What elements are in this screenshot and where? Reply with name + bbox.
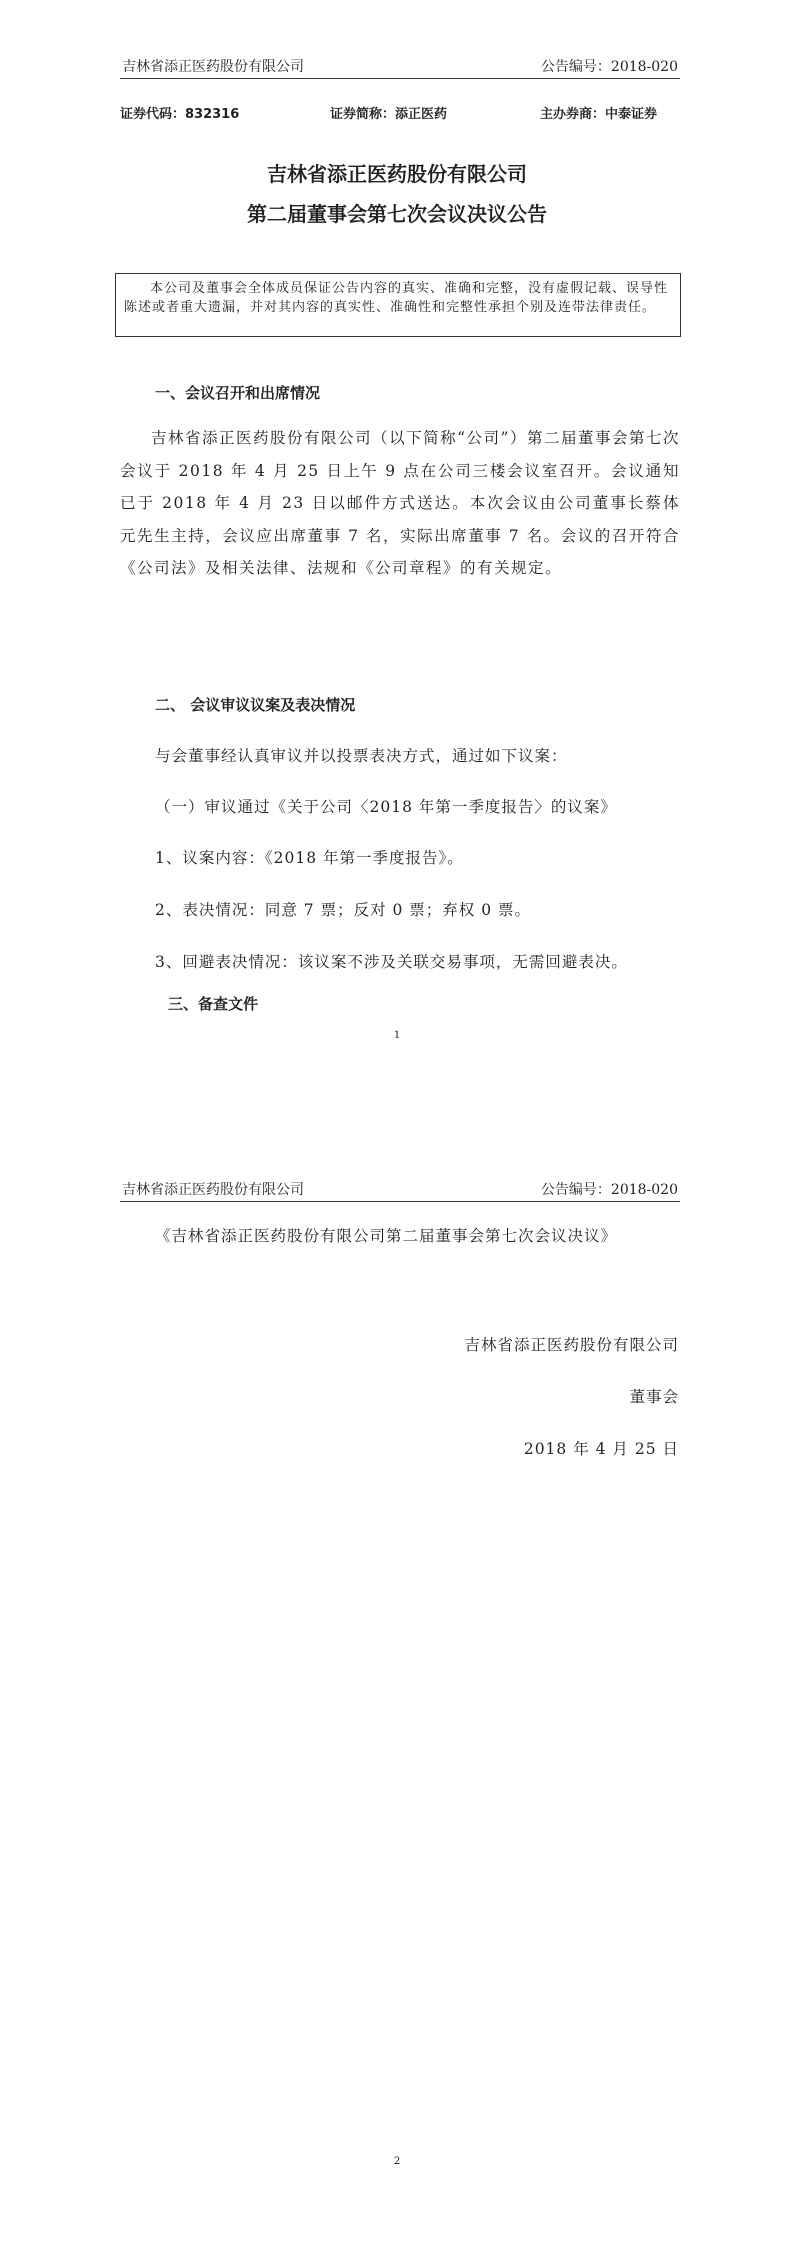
signature-date: 2018 年 4 月 25 日: [523, 1440, 679, 1458]
document-title-line2: 第二届董事会第七次会议决议公告: [247, 202, 547, 226]
signature-board: 董事会: [629, 1388, 679, 1406]
section-1-heading: 一、会议召开和出席情况: [155, 384, 321, 402]
page-number: 1: [393, 1030, 401, 1041]
page-number: 2: [393, 2156, 401, 2167]
meeting-details-paragraph: 吉林省添正医药股份有限公司（以下简称“公司”）第二届董事会第七次会议于 2018 年 4 月 25 日上午 9 点在公司三楼会议室召开。会议通知已于 2018 年 4 月 23 日以邮件方式送达。本次会议由公司董事长蔡体元先生主持，会议应出席董事 7 名，实际出席董事 7 名。会议的召开符合《公司法》及相关法律、法规和《公司章程》的有关规定。: [120, 429, 680, 578]
motion-content: 1、议案内容：《2018 年第一季度报告》。: [155, 849, 464, 867]
page-2: [0, 1123, 794, 2246]
security-info-row: [120, 103, 680, 123]
sponsor-broker: 主办券商：中泰证券: [540, 107, 658, 122]
recusal-status: 3、回避表决情况：该议案不涉及关联交易事项，无需回避表决。: [155, 953, 628, 971]
section-1-body: [120, 422, 680, 585]
header-company: 吉林省添正医药股份有限公司: [122, 59, 304, 75]
header-notice-number: 公告编号：2018-020: [540, 59, 678, 75]
disclaimer-box: [115, 273, 681, 337]
reference-document: 《吉林省添正医药股份有限公司第二届董事会第七次会议决议》: [155, 1227, 618, 1245]
section-2-intro: 与会董事经认真审议并以投票表决方式，通过如下议案：: [155, 747, 568, 765]
disclaimer-text: 本公司及董事会全体成员保证公告内容的真实、准确和完整，没有虚假记载、误导性陈述或者重大遗漏，并对其内容的真实性、准确性和完整性承担个别及连带法律责任。: [124, 281, 669, 315]
motion-title: （一）审议通过《关于公司〈2018 年第一季度报告〉的议案》: [155, 798, 617, 816]
header-company: 吉林省添正医药股份有限公司: [122, 1182, 304, 1198]
stock-abbreviation: 证券简称：添正医药: [330, 107, 448, 122]
signature-company: 吉林省添正医药股份有限公司: [464, 1336, 679, 1354]
section-3-heading: 三、备查文件: [168, 995, 259, 1013]
section-2-heading: 二、 会议审议议案及表决情况: [155, 696, 356, 714]
page-header: [120, 56, 680, 79]
page-header: [120, 1179, 680, 1202]
header-notice-number: 公告编号：2018-020: [540, 1182, 678, 1198]
document-title-line1: 吉林省添正医药股份有限公司: [267, 162, 527, 186]
voting-result: 2、表决情况：同意 7 票；反对 0 票；弃权 0 票。: [155, 901, 532, 919]
stock-code: 证券代码：832316: [120, 107, 240, 122]
